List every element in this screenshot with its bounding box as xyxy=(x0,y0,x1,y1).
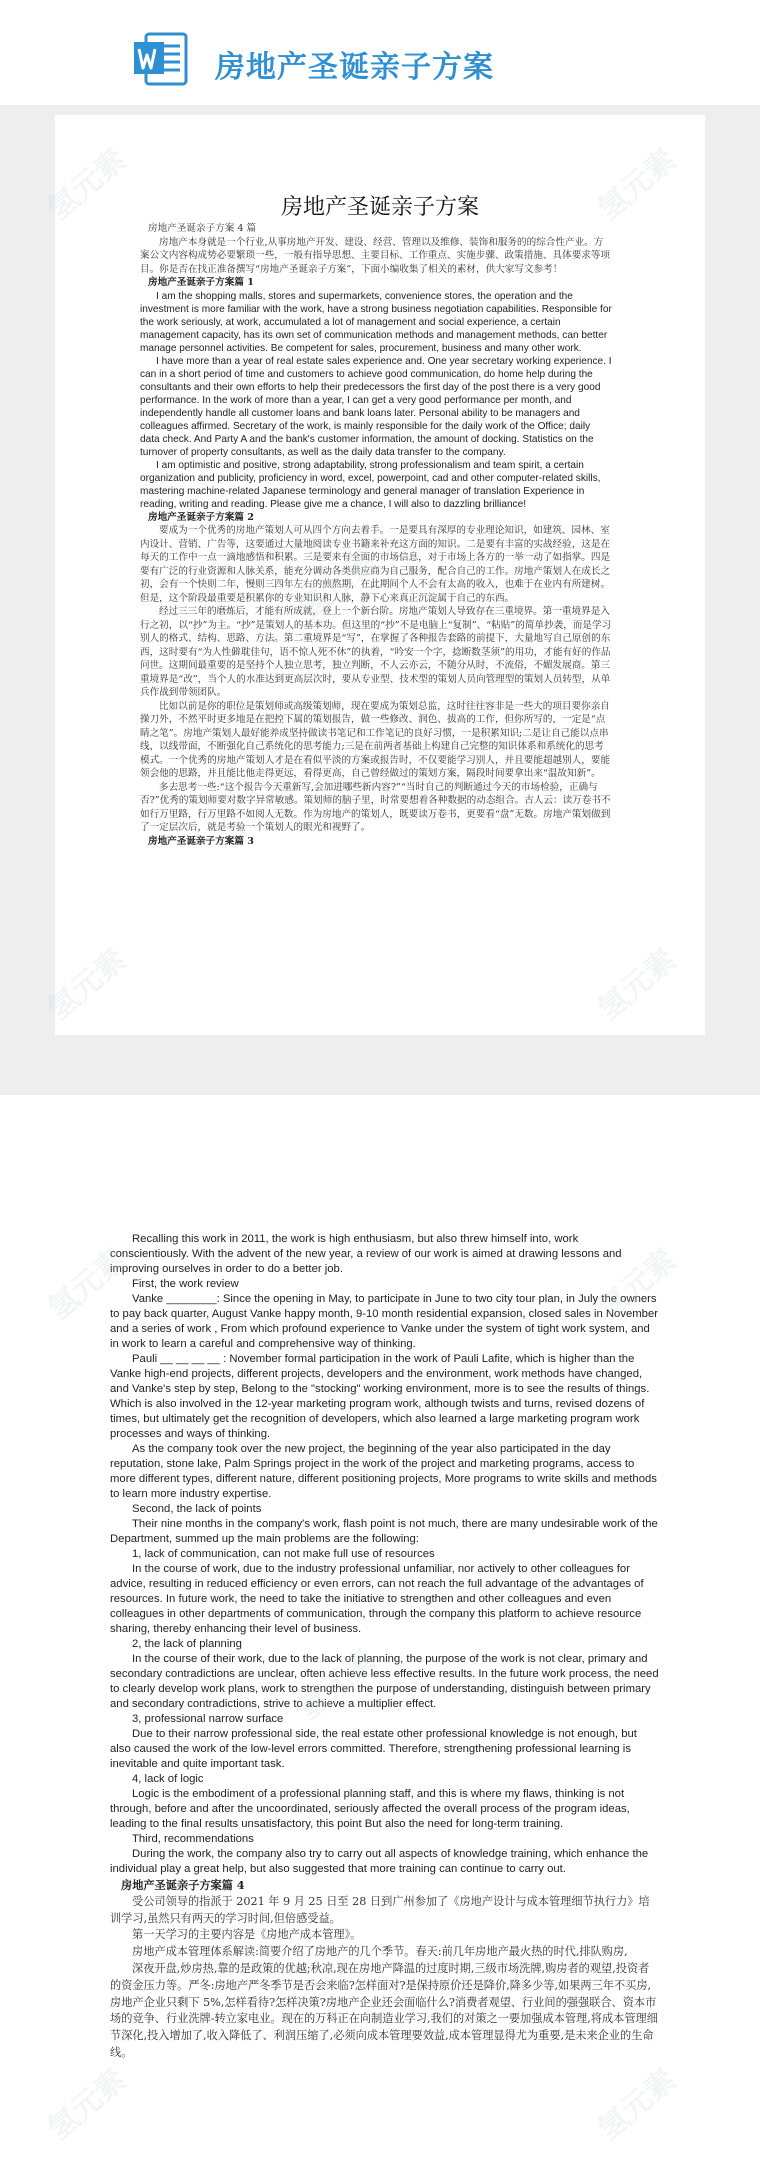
paragraph: I have more than a year of real estate sales experience and. One year secretary working experience. I can in a short period of time and customers to achieve good communication, do home help during the consultants and their own efforts to help their predecessors the first day of the post there is a very good performance. In the work of more than a year, I can get a very good performance per month, and independently handle all customer loans and bank loans later. Personal ability to be managers and colleagues affirmed. Secretary of the work, is mainly responsible for the daily work of the Office; daily data check. And Party A and the bank's customer information, the amount of docking. Statistics on the turnover of property consultants, as well as the daily data transfer to the company. xyxy=(140,355,612,458)
document-title: 房地产圣诞亲子方案 xyxy=(280,195,479,220)
paragraph: I am optimistic and positive, strong adaptability, strong professionalism and team spirit, a certain organization and publicity, proficiency in word, excel, powerpoint, cad and other computer-related skills, mastering machine-related Japanese terminology and general manager of translation Experience in reading, writing and reading. Please give me a chance, I will also to dazzling brilliance! xyxy=(140,459,601,510)
watermark: 氢元素 xyxy=(591,2062,683,2148)
paragraph: 房地产成本管理体系解读:简要介绍了房地产的几个季节。春天:前几年房地产最火热的时代,排队购房, xyxy=(132,1945,628,1959)
paragraph: Second, the lack of points xyxy=(132,1503,262,1515)
paragraph: 第一天学习的主要内容是《房地产成本管理》。 xyxy=(132,1928,362,1942)
paragraph: 多去思考一些:“这个报告今天重新写,会加进哪些新内容?”“当时自己的判断通过今天的市场检验，正确与否?”优秀的策划师要对数字异常敏感。策划师的脑子里，时常要想着各种数据的动态组合。古人云：读万卷书不如行万里路，行万里路不如阅人无数。作为房地产的策划人，既要读万卷书，更要看“盘”无数。房地产策划做到了一定层次后，就是考验一个策划人的眼光和视野了。 xyxy=(140,781,611,833)
watermark: 氢元素 xyxy=(591,942,683,1028)
watermark: 氢元素 xyxy=(591,1242,683,1328)
paragraph: Due to their narrow professional side, the real estate other professional knowledge is not enough, but also caused the work of the low-level errors committed. Therefore, strengthening professional learning is inevitable and quite important task. xyxy=(110,1728,637,1770)
page-2-body xyxy=(110,1232,660,2062)
paragraph: In the course of work, due to the industry professional unfamiliar, nor actively to other colleagues for advice, resulting in reduced efficiency or even errors, can not reach the full advantage of the advantages of resources. In future work, the need to take the initiative to strengthen and other colleagues and even colleagues in other departments of communication, through the company this platform to achieve resource sharing, thereby enhancing their level of business. xyxy=(110,1563,644,1635)
paragraph: 4, lack of logic xyxy=(132,1773,204,1785)
paragraph: 比如以前是你的职位是策划师或高级策划师，现在要成为策划总监，这时往往容非是一些大的项目要你亲自操刀外，不然平时更多地是在把控下属的策划报告，做一些修改、润色、拔高的工作，但你所写的，一定是“点睛之笔”。房地产策划人最好能养成坚持做读书笔记和工作笔记的良好习惯，一是积累知识;二是让自己能以点串线，以线带面，不断强化自己系统化的思考能力;三是在前两者基础上构建自己完整的知识体系和系统化的思考模式。一个优秀的房地产策划人才是在看似平淡的方案或报告时，不仅要能学习别人，并且要能超越别人，要能领会他的思路，并且能比他走得更远，看得更高，自己曾经做过的策划方案，隔段时间要拿出来“温故知新”。 xyxy=(140,700,611,779)
watermark: 氢元素 xyxy=(41,942,133,1028)
paragraph: 3, professional narrow surface xyxy=(132,1713,284,1725)
paragraph: In the course of their work, due to the lack of planning, the purpose of the work is not clear, primary and secondary contradictions are unclear, often achieve less effective results. In the future work process, the need to clearly develop work plans, work to strengthen the purpose of understanding, distinguish between primary and secondary contradictions, strive to achieve a multiplier effect. xyxy=(110,1653,659,1710)
paragraph: As the company took over the new project, the beginning of the year also participated in the day reputation, stone lake, Palm Springs project in the work of the project and marketing programs, access to more different types, different nature, different positioning projects, More programs to write skills and methods to learn more industry expertise. xyxy=(110,1443,657,1500)
intro-paragraph: 房地产本身就是一个行业,从事房地产开发、建设、经营、管理以及维修、装饰和服务的的综合性产业。方案公文内容构成势必要繁琐一些，一般有指导思想、主要目标、工作重点、实施步骤、政策措施、具体要求等项目。你是否在找正准备撰写“房地产圣诞亲子方案”，下面小编收集了相关的素材，供大家写文参考！ xyxy=(140,236,611,275)
section-heading-1: 房地产圣诞亲子方案篇 1 xyxy=(148,277,254,288)
section-heading-4: 房地产圣诞亲子方案篇 4 xyxy=(121,1878,245,1892)
paragraph: Recalling this work in 2011, the work is high enthusiasm, but also threw himself into, work conscientiously. With the advent of the new year, a review of our work is aimed at drawing lessons and improving ourselves in order to do a better job. xyxy=(110,1233,622,1275)
watermark: 氢元素 xyxy=(41,2062,133,2148)
paragraph: 2, the lack of planning xyxy=(132,1638,242,1650)
paragraph: Their nine months in the company's work, flash point is not much, there are many undesirable work of the Department, summed up the main problems are the following: xyxy=(110,1518,658,1545)
watermark: 氢元素 xyxy=(41,142,133,228)
paragraph: During the work, the company also try to carry out all aspects of knowledge training, which enhance the individual play a great help, but also suggested that more training can continue to carry out. xyxy=(110,1848,649,1875)
paragraph: 要成为一个优秀的房地产策划人可从四个方向去着手。一是要具有深厚的专业理论知识，如建筑、园林、室内设计、营销、广告等，这要通过大量地阅读专业书籍来补充这方面的知识。二是要有丰富的实战经验，这是在每天的工作中一点一滴地感悟和积累。三是要来有全面的市场信息，对于市场上各方的一举一动了如指掌。四是要有广泛的行业资源和人脉关系，能充分调动各类供应商为自己服务，配合自己的工作。房地产策划人在成长之初，会有一个快则二年，慢则三四年左右的煎熬期，在此期间个人不会有太高的收入，也难于在业内有所建树。但是，这个阶段最重要是积累你的专业知识和人脉，静下心来真正沉淀属于自己的东西。 xyxy=(140,525,611,604)
paragraph: Logic is the embodiment of a professional planning staff, and this is where my flaws, thinking is not through, before and after the uncoordinated, seriously affected the overall process of the program ideas, leading to the final results unsatisfactory, this point But also the need for long-term training. xyxy=(110,1788,630,1830)
paragraph: I am the shopping malls, stores and supermarkets, convenience stores, the operation and the investment is more familiar with the work, have a strong business negotiation capabilities. Responsible for the work seriously, at work, accumulated a lot of management and social experience, a certain management capacity, has its own set of communication methods and management methods, can better manage personnel activities. Be competent for sales, procurement, business and many other work. xyxy=(140,290,612,354)
word-document-icon xyxy=(132,30,192,88)
paragraph: Third, recommendations xyxy=(132,1833,254,1845)
paragraph: 经过三三年的磨炼后，才能有所成就，登上一个新台阶。房地产策划人导致存在三重境界。第一重境界是入行之初，以“抄”为主。“抄”是策划人的基本功。但这里的“抄”不是电脑上“复制”、“粘贴”的简单抄袭，而是学习别人的格式、结构、思路、方法。第二重境界是“写”，在掌握了各种报告套路的前提下，大量地写自己原创的东西，这时要有“为人性僻耽佳句，语不惊人死不休”的执着，“吟安一个字，捻断数茎须”的用功，才能有好的作品问世。这期间最重要的是坚持个人独立思考，独立判断，不人云亦云，不随分从时，不流俗，不媚发展商。第三重境界是“改”，当个人的水准达到更高层次时，要从专业型、技术型的策划人员向管理型的策划人员转型，从单兵作战到带领团队。 xyxy=(140,606,612,698)
paragraph: Pauli __ __ __ __ : November formal participation in the work of Pauli Lafite, which is higher than the Vanke high-end projects, different projects, developers and the environment, work methods have changed, and Vanke's step by step, Belong to the "stocking" working environment, more is to see the results of things. Which is also involved in the 12-year marketing program work, although twists and turns, revised dozens of times, but ultimately get the recognition of developers, which also learned a large marketing program work processes and ways of thinking. xyxy=(110,1353,650,1440)
watermark: 氢元素 xyxy=(291,1642,383,1728)
paragraph: First, the work review xyxy=(132,1278,239,1290)
document-subtitle: 房地产圣诞亲子方案 4 篇 xyxy=(148,223,257,234)
paragraph: 受公司领导的指派于 2021 年 9 月 25 日至 28 日到广州参加了《房地产设计与成本管理细节执行力》培训学习,虽然只有两天的学习时间,但倍感受益。 xyxy=(110,1894,650,1925)
page-1-body xyxy=(140,222,612,848)
brand-header xyxy=(0,0,760,105)
section-heading-2: 房地产圣诞亲子方案篇 2 xyxy=(148,511,254,523)
brand-title: 房地产圣诞亲子方案 xyxy=(215,50,494,85)
paragraph: 深夜开盘,炒房热,靠的是政策的优越;秋凉,现在房地产降温的过度时期,三级市场洗牌,购房者的观望,投资者的资金压力等。严冬:房地产严冬季节是否会来临?怎样面对?是保持原价还是降价,降多少等,如果两三年不买房,房地产企业只剩下 5%,怎样看待?怎样决策?房地产企业还会面临什么?消费者观望、行业间的强强联合、资本市场的竞争、行业洗牌-转立家电业。现在的万科正在向制造业学习,我们的对策之一要加强成本管理,将成本管理细节深化,投入增加了,收入降低了、利润压缩了,必须向成本管理要效益,成本管理显得尤为重要,是未来企业的生命线。 xyxy=(110,1961,658,2059)
paragraph: Vanke ________: Since the opening in May, to participate in June to two city tour plan, in July the owners to pay back quarter, August Vanke happy month, 9-10 month residential expansion, closed sales in November and a series of work , From which profound experience to Vanke under the system of tight work system, and in work to learn a careful and comprehensive way of thinking. xyxy=(110,1293,659,1350)
section-heading-3: 房地产圣诞亲子方案篇 3 xyxy=(148,835,254,847)
watermark: 氢元素 xyxy=(591,142,683,228)
paragraph: 1, lack of communication, can not make full use of resources xyxy=(132,1548,435,1560)
watermark: 氢元素 xyxy=(291,542,383,628)
watermark: 氢元素 xyxy=(41,1242,133,1328)
